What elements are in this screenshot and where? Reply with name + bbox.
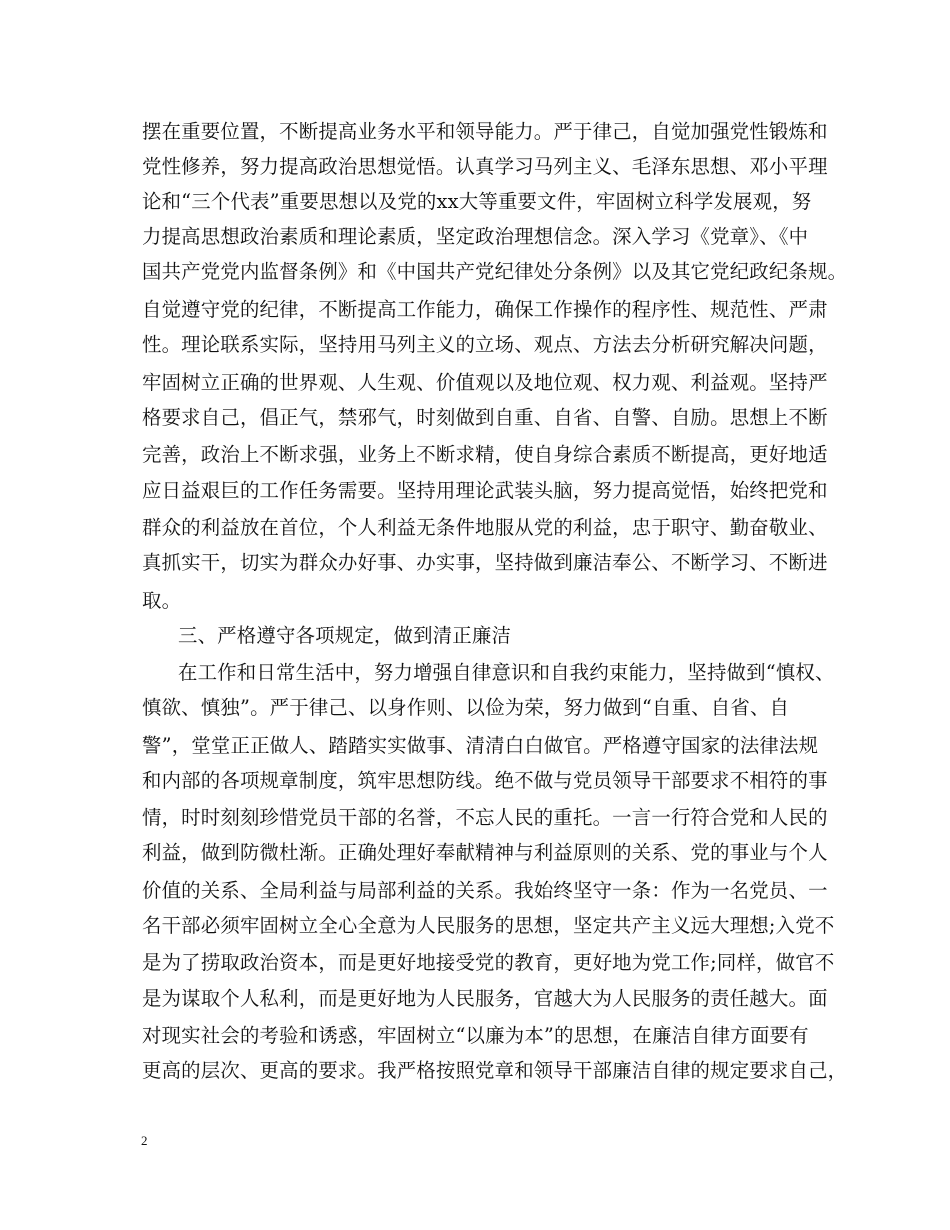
text-line: 名干部必须牢固树立全心全意为人民服务的思想，坚定共产主义远大理想;入党不 [142,914,835,937]
page-number: 2 [141,1133,148,1148]
text-line: 是为了捞取政治资本，而是更好地接受党的教育，更好地为党工作;同样，做官不 [142,951,835,974]
text-line: 在工作和日常生活中，努力增强自律意识和自我约束能力，坚持做到“慎权、 [178,661,835,684]
section-heading: 三、严格遵守各项规定，做到清正廉洁 [178,624,512,647]
text-line: 格要求自己，倡正气，禁邪气，时刻做到自重、自省、自警、自励。思想上不断 [142,406,828,429]
text-line: 取。 [142,589,182,612]
text-line: 价值的关系、全局利益与局部利益的关系。我始终坚守一条：作为一名党员、一 [142,879,828,902]
text-line: 和内部的各项规章制度，筑牢思想防线。绝不做与党员领导干部要求不相符的事 [142,769,828,792]
text-line: 警”，堂堂正正做人、踏踏实实做事、清清白白做官。严格遵守国家的法律法规 [142,734,819,757]
text-line: 情，时时刻刻珍惜党员干部的名誉，不忘人民的重托。一言一行符合党和人民的 [142,806,828,829]
text-line: 牢固树立正确的世界观、人生观、价值观以及地位观、权力观、利益观。坚持严 [142,371,828,394]
text-line: 应日益艰巨的工作任务需要。坚持用理论武装头脑，努力提高觉悟，始终把党和 [142,479,828,502]
text-line: 真抓实干，切实为群众办好事、办实事，坚持做到廉洁奉公、不断学习、不断进 [142,551,828,574]
text-line: 利益，做到防微杜渐。正确处理好奉献精神与利益原则的关系、党的事业与个人 [142,841,828,864]
text-line: 党性修养，努力提高政治思想觉悟。认真学习马列主义、毛泽东思想、邓小平理 [142,155,828,178]
text-line: 自觉遵守党的纪律，不断提高工作能力，确保工作操作的程序性、规范性、严肃 [142,298,828,321]
text-line: 对现实社会的考验和诱惑，牢固树立“以廉为本”的思想，在廉洁自律方面要有 [142,1024,809,1047]
text-line: 是为谋取个人私利，而是更好地为人民服务，官越大为人民服务的责任越大。面 [142,987,828,1010]
text-line: 力提高思想政治素质和理论素质，坚定政治理想信念。深入学习《党章》、《中 [142,225,809,248]
text-line: 摆在重要位置，不断提高业务水平和领导能力。严于律己，自觉加强党性锻炼和 [142,120,828,143]
text-line: 更高的层次、更高的要求。我严格按照党章和领导干部廉洁自律的规定要求自己， [142,1059,848,1082]
text-line: 论和“三个代表”重要思想以及党的xx大等重要文件，牢固树立科学发展观，努 [142,190,812,213]
text-line: 慎欲、慎独”。严于律己、以身作则、以俭为荣，努力做到“自重、自省、自 [142,696,790,719]
text-line: 群众的利益放在首位，个人利益无条件地服从党的利益，忠于职守、勤奋敬业、 [142,516,828,539]
text-line: 完善，政治上不断求强，业务上不断求精，使自身综合素质不断提高，更好地适 [142,443,828,466]
text-line: 性。理论联系实际，坚持用马列主义的立场、观点、方法去分析研究解决问题， [142,333,828,356]
text-line: 国共产党党内监督条例》和《中国共产党纪律处分条例》以及其它党纪政纪条规。 [142,260,848,283]
